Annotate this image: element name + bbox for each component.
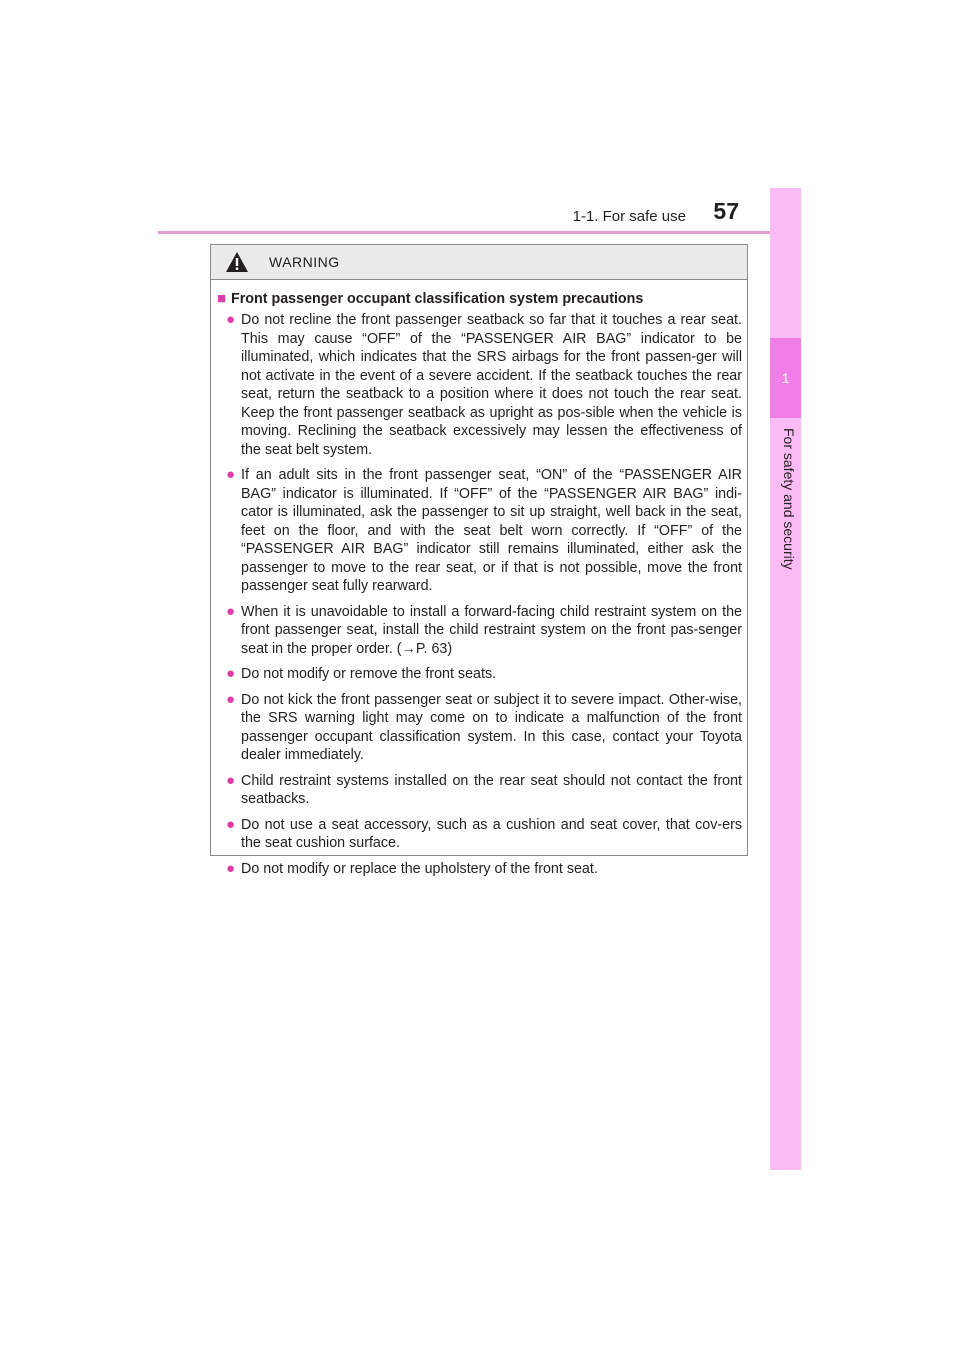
bullet-icon: ● (226, 771, 236, 789)
warning-label: WARNING (269, 254, 340, 270)
header-rule (158, 231, 801, 234)
list-item (217, 772, 742, 809)
list-item (217, 603, 742, 659)
list-item (217, 691, 742, 765)
list-item-text: If an adult sits in the front passenger seat, “ON” of the “PASSENGER AIR BAG” indicator is illuminated. If “OFF” of the “PASSENGER AIR BAG” indi-cator is illuminated, ask the passenger to sit up straight, well back in the seat, feet on the floor, and with the seat belt worn correctly. If “OFF” of the “PASSENGER AIR BAG” indicator still remains illuminated, either ask the passenger to move to the rear seat, or if that is not possible, move the front passenger seat fully rearward. (241, 467, 742, 594)
bullet-icon: ● (226, 859, 236, 877)
bullet-icon: ● (226, 815, 236, 833)
list-item (217, 311, 742, 459)
bullet-icon: ● (226, 311, 236, 328)
warning-triangle-icon (225, 251, 249, 273)
precaution-list (217, 311, 742, 878)
warning-header (211, 245, 747, 280)
list-item-text: Do not modify or remove the front seats. (241, 666, 497, 682)
section-heading-text: Front passenger occupant classification system precautions (231, 291, 644, 307)
section-title: 1-1. For safe use (572, 208, 686, 225)
bullet-icon: ● (226, 602, 236, 620)
list-item (217, 816, 742, 853)
list-item (217, 466, 742, 596)
list-item-text: Do not use a seat accessory, such as a cushion and seat cover, that cov-ers the seat cushion surface. (241, 816, 742, 851)
bullet-icon: ● (226, 690, 236, 708)
list-item-text: Do not recline the front passenger seatback so far that it touches a rear seat. This may cause “OFF” of the “PASSENGER AIR BAG” indicator to be illuminated, which indicates that the SRS airbags for the front passen-ger will not activate in the event of a severe accident. If the seatback touches the rear seat, return the seatback to a position where it does not touch the rear seat. Keep the front passenger seatback as upright as pos-sible when the vehicle is moving. Reclining the seatback excessively may lessen the effectiveness of the seat belt system. (241, 312, 742, 458)
warning-body (211, 280, 747, 878)
list-item-text: Do not kick the front passenger seat or subject it to severe impact. Other-wise, the SRS warning light may come on to indicate a malfunction of the front passenger occupant classification system. In this case, contact your Toyota dealer immediately. (241, 691, 742, 763)
list-item (217, 860, 742, 879)
list-item (217, 665, 742, 684)
side-tab (770, 188, 801, 1170)
section-heading (217, 289, 742, 309)
bullet-icon: ● (226, 665, 236, 682)
chapter-title: For safety and security (781, 428, 797, 570)
page-number: 57 (713, 198, 739, 224)
bullet-icon: ● (226, 466, 236, 483)
square-marker-icon: ■ (217, 290, 227, 307)
warning-box (210, 244, 748, 877)
list-item-text: Do not modify or replace the upholstery of the front seat. (241, 860, 598, 877)
chapter-number: 1 (781, 370, 790, 386)
list-item-text: Child restraint systems installed on the rear seat should not contact the front seatbacks. (241, 772, 742, 807)
list-item-text: When it is unavoidable to install a forward-facing child restraint system on the front passenger seat, install the child restraint system on the front pas-senger seat in the proper order. (→P. 63) (241, 603, 742, 657)
